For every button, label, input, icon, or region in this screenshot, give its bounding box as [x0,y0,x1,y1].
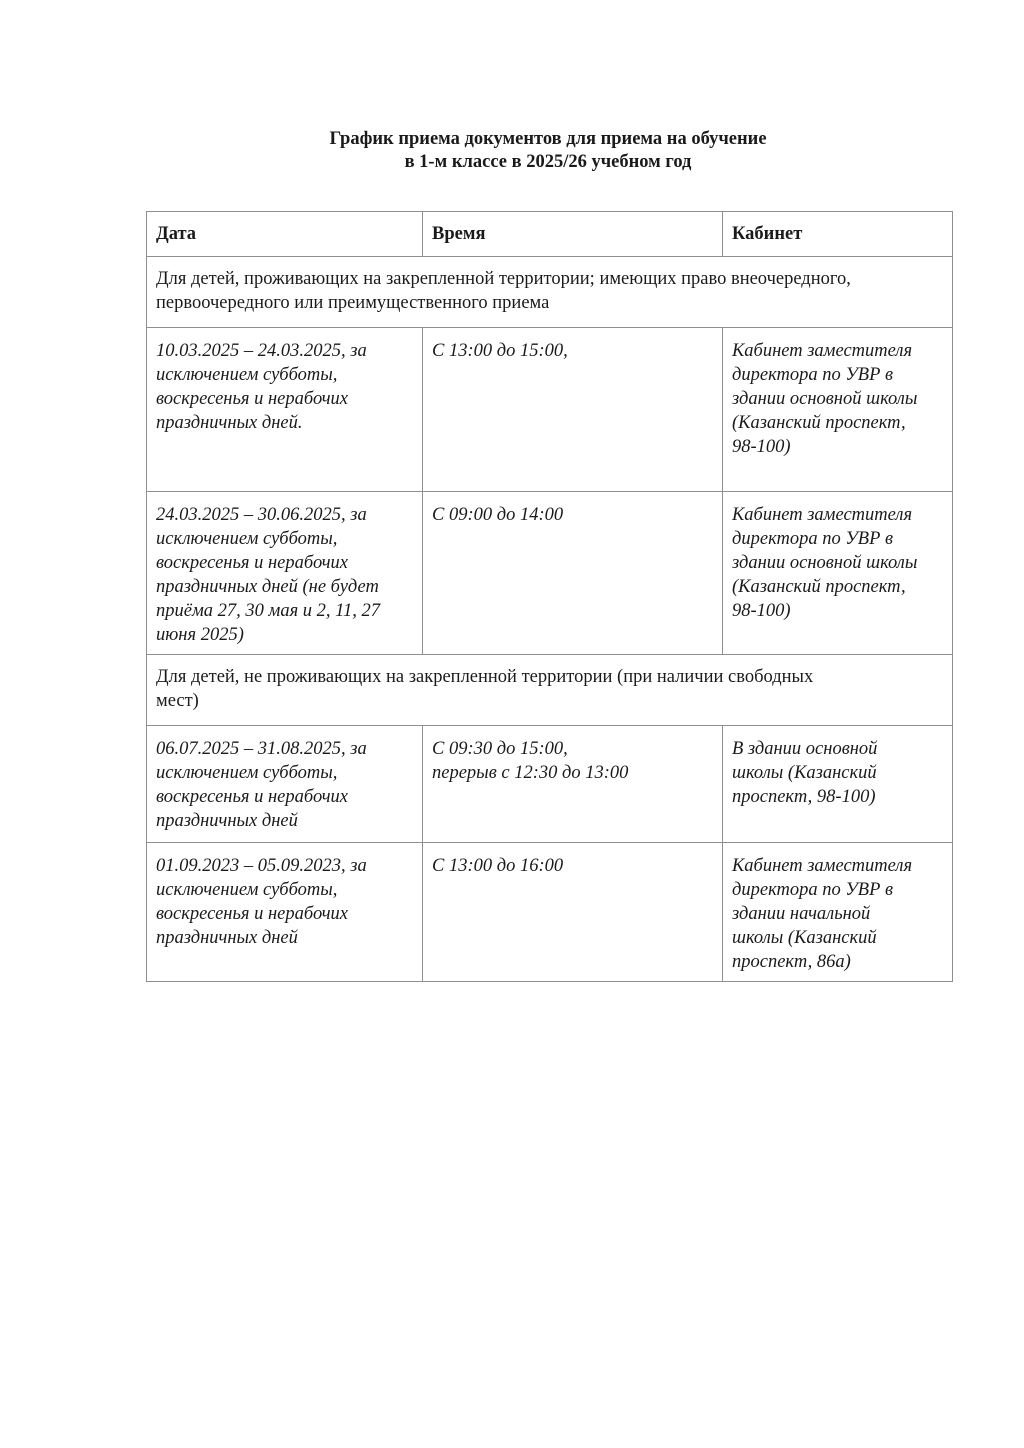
time-cell [423,843,723,982]
date-line: воскресенья и нерабочих [156,389,349,409]
section-heading-row [147,655,953,726]
table-row [147,726,953,843]
room-line: здании основной школы [732,553,918,573]
table-row [147,492,953,655]
room-line: 98-100) [732,437,791,457]
date-line: приёма 27, 30 мая и 2, 11, 27 [156,601,381,621]
title-line-2: в 1-м классе в 2025/26 учебном год [404,152,692,172]
room-line: проспект, 86а) [732,952,851,972]
date-line: исключением субботы, [156,365,338,385]
room-line: здании начальной [732,904,871,924]
room-line: директора по УВР в [732,880,894,900]
room-line: Кабинет заместителя [732,856,913,876]
room-cell [723,492,953,655]
table-row [147,843,953,982]
time-line: С 13:00 до 16:00 [432,856,564,876]
room-line: (Казанский проспект, [732,577,906,597]
section-heading-line: первоочередного или преимущественного приема [156,293,550,313]
room-line: директора по УВР в [732,529,894,549]
room-cell [723,726,953,843]
date-cell [147,328,423,492]
date-line: исключением субботы, [156,880,338,900]
title-line-1: График приема документов для приема на обучение [329,129,767,149]
date-line: 10.03.2025 – 24.03.2025, за [156,341,367,361]
date-line: исключением субботы, [156,529,338,549]
table-row [147,328,953,492]
date-line: воскресенья и нерабочих [156,904,349,924]
room-line: В здании основной [732,739,878,759]
date-line: 24.03.2025 – 30.06.2025, за [156,505,367,525]
date-cell [147,492,423,655]
time-line: С 09:00 до 14:00 [432,505,564,525]
section-heading-row [147,257,953,328]
table-header-row [147,212,953,257]
time-line: перерыв с 12:30 до 13:00 [432,763,629,783]
date-line: праздничных дней [156,811,298,831]
date-line: 01.09.2023 – 05.09.2023, за [156,856,367,876]
section-heading-line: Для детей, не проживающих на закрепленной территории (при наличии свободных [156,667,814,687]
date-cell [147,726,423,843]
room-line: (Казанский проспект, [732,413,906,433]
room-line: здании основной школы [732,389,918,409]
room-line: Кабинет заместителя [732,505,913,525]
time-cell [423,492,723,655]
room-cell [723,328,953,492]
date-line: июня 2025) [156,625,244,645]
date-line: 06.07.2025 – 31.08.2025, за [156,739,367,759]
date-cell [147,843,423,982]
room-cell [723,843,953,982]
header-time: Время [423,212,723,257]
header-room: Кабинет [723,212,953,257]
time-line: С 09:30 до 15:00, [432,739,568,759]
room-line: 98-100) [732,601,791,621]
room-line: проспект, 98-100) [732,787,876,807]
section-heading-line: Для детей, проживающих на закрепленной территории; имеющих право внеочередного, [156,269,851,289]
date-line: исключением субботы, [156,763,338,783]
date-line: праздничных дней [156,928,298,948]
room-line: школы (Казанский [732,763,877,783]
room-line: директора по УВР в [732,365,894,385]
date-line: воскресенья и нерабочих [156,787,349,807]
date-line: воскресенья и нерабочих [156,553,349,573]
date-line: праздничных дней (не будет [156,577,379,597]
date-line: праздничных дней. [156,413,303,433]
section-heading-line: мест) [156,691,199,711]
header-date: Дата [147,212,423,257]
room-line: Кабинет заместителя [732,341,913,361]
time-line: С 13:00 до 15:00, [432,341,568,361]
time-cell [423,726,723,843]
section-heading [147,655,953,726]
section-heading [147,257,953,328]
room-line: школы (Казанский [732,928,877,948]
time-cell [423,328,723,492]
document-title [0,128,1024,174]
schedule-table [146,211,953,982]
